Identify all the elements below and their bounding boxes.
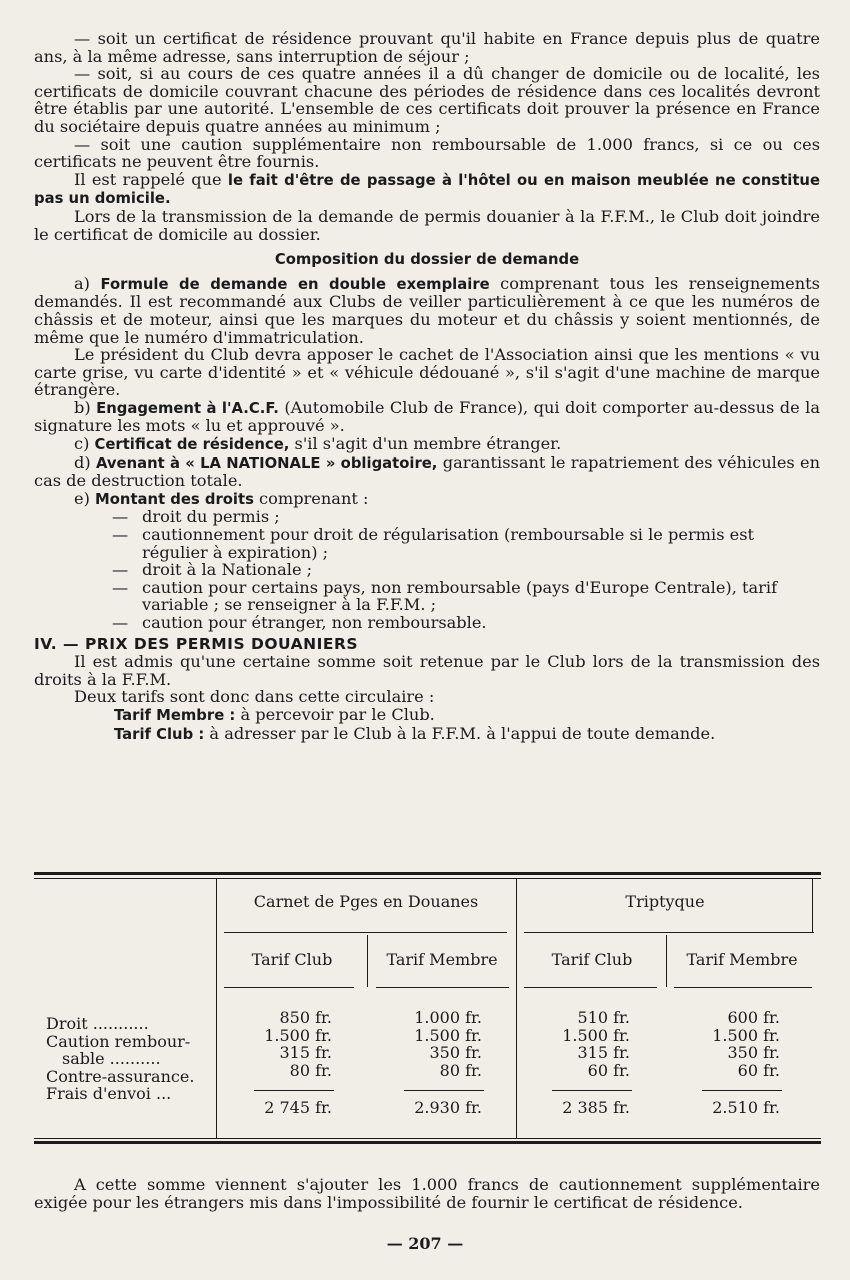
item-e (34, 490, 820, 509)
paragraph: Le président du Club devra apposer le cachet de l'Association ainsi que les mentions « vu carte grise, vu carte d'identité » et « véhicule dédouané », s'il s'agit d'une machine de marque étrangère. (34, 345, 820, 400)
header-rule (524, 932, 814, 933)
sum-rule (702, 1090, 782, 1091)
values-column (384, 1009, 482, 1079)
paragraph: — soit, si au cours de ces quatre années il a dû changer de domicile ou de localité, les certificats de domicile couvrant chacune des périodes de résidence dans ces localités devront être établis par une autorité. L'ensemble de ces certificats doit prouver la présence en France du sociétaire depuis quatre années au minimum ; (34, 64, 820, 136)
item-letter: c) (74, 434, 95, 454)
body-text (34, 30, 820, 743)
column-total: 2.930 fr. (414, 1098, 482, 1117)
cell-value: 1.000 fr. (414, 1008, 482, 1027)
list-item (34, 508, 820, 526)
list-item (34, 614, 820, 632)
table-rule (34, 1141, 821, 1144)
column-divider (812, 878, 813, 932)
paragraph: — soit une caution supplémentaire non remboursable de 1.000 francs, si ce ou ces certificats ne peuvent être fournis. (34, 134, 820, 172)
text: Il est rappelé que (74, 169, 228, 189)
cell-value: 80 fr. (439, 1060, 482, 1080)
item-a (34, 275, 820, 346)
sum-rule (552, 1090, 632, 1091)
cell-value: 315 fr. (279, 1043, 332, 1062)
values-column (532, 1009, 630, 1079)
list-item (34, 561, 820, 579)
price-table (34, 872, 821, 1147)
header-rule (376, 987, 509, 988)
list-item (34, 579, 820, 614)
table-rule (34, 878, 821, 879)
cell-value: 510 fr. (577, 1008, 630, 1027)
row-label: Frais d'envoi ... (46, 1084, 172, 1103)
tarif-membre-line (34, 706, 820, 725)
group-header-triptyque: Triptyque (625, 892, 705, 911)
dash: — (112, 560, 129, 580)
cell-value: 350 fr. (727, 1043, 780, 1062)
row-labels (46, 1015, 218, 1103)
row-label: Caution rembour- (46, 1031, 191, 1051)
column-divider (666, 935, 667, 987)
row-label: sable .......... (62, 1049, 161, 1068)
paragraph: Deux tarifs sont donc dans cette circulaire : (74, 687, 435, 707)
cell-value: 850 fr. (279, 1008, 332, 1027)
closing-paragraph: A cette somme viennent s'ajouter les 1.000 francs de cautionnement supplémentaire exigée pour les étrangers mis dans l'impossibilité de fournir le certificat de résidence. (34, 1175, 820, 1212)
bold-text: Formule de demande en double exemplaire (100, 275, 490, 293)
table-rule (34, 872, 821, 875)
paragraph (34, 171, 820, 208)
bold-text: Certificat de résidence, (94, 436, 290, 454)
item-b (34, 399, 820, 435)
cell-value: 1.500 fr. (562, 1025, 630, 1045)
column-total: 2.510 fr. (712, 1098, 780, 1117)
paragraph: Il est admis qu'une certaine somme soit retenue par le Club lors de la transmission des droits à la F.F.M. (34, 652, 820, 689)
column-header: Tarif Club (251, 950, 333, 969)
text: comprenant tous les renseignements demandés. Il est recommandé aux Clubs de veiller particulièrement à ce que les numéros de châssis et de moteur, ainsi que les marques du moteur et du châssis y soient mentionnés, de même que le numéro d'immatriculation. (34, 273, 820, 347)
text: à adresser par le Club à la F.F.M. à l'appui de toute demande. (204, 723, 716, 743)
cell-value: 1.500 fr. (712, 1025, 780, 1045)
list-item-text: caution pour étranger, non remboursable. (142, 613, 487, 632)
header-rule (224, 987, 354, 988)
column-total: 2 385 fr. (562, 1098, 630, 1117)
bold-text: le fait d'être de passage à l'hôtel ou en maison meublée ne constitue pas un domicile. (34, 171, 820, 208)
text: comprenant : (253, 488, 369, 508)
item-c (34, 435, 820, 454)
item-letter: d) (74, 452, 96, 472)
cell-value: 80 fr. (289, 1060, 332, 1080)
header-rule (674, 987, 812, 988)
tarif-club-line (34, 725, 820, 744)
list-item (34, 526, 820, 561)
cell-value: 350 fr. (429, 1043, 482, 1062)
dash: — (112, 525, 129, 545)
text: s'il s'agit d'un membre étranger. (289, 434, 562, 454)
paragraph: — soit un certificat de résidence prouvant qu'il habite en France depuis plus de quatre ans, à la même adresse, sans interruption de séjour ; (34, 29, 820, 66)
column-total: 2 745 fr. (264, 1098, 332, 1117)
group-header-carnet: Carnet de Pges en Douanes (253, 892, 479, 911)
header-rule (524, 987, 657, 988)
fee-list (34, 508, 820, 631)
cell-value: 600 fr. (727, 1008, 780, 1027)
column-header: Tarif Membre (386, 950, 498, 969)
dash: — (112, 507, 129, 527)
item-letter: e) (74, 488, 96, 508)
sum-rule (254, 1090, 334, 1091)
text: à percevoir par le Club. (235, 704, 435, 724)
values-column (234, 1009, 332, 1079)
section-title: IV. — PRIX DES PERMIS DOUANIERS (34, 634, 359, 653)
dash: — (112, 577, 129, 597)
cell-value: 315 fr. (577, 1043, 630, 1062)
cell-value: 1.500 fr. (264, 1025, 332, 1045)
item-letter: a) (74, 273, 101, 293)
sum-rule (404, 1090, 484, 1091)
item-letter: b) (74, 397, 97, 417)
column-divider (516, 878, 517, 1138)
paragraph: Lors de la transmission de la demande de permis douanier à la F.F.M., le Club doit joindre le certificat de domicile au dossier. (34, 206, 820, 244)
bold-text: Engagement à l'A.C.F. (96, 399, 279, 417)
text: garantissant le rapatriement des véhicules en cas de destruction totale. (34, 452, 820, 491)
bold-text: Avenant à « LA NATIONALE » obligatoire, (95, 454, 438, 472)
list-item-text: droit du permis ; (142, 507, 280, 527)
values-column (682, 1009, 780, 1079)
item-d (34, 454, 820, 490)
table-rule (34, 1138, 821, 1139)
page-number: — 207 — (386, 1234, 464, 1253)
cell-value: 60 fr. (587, 1060, 630, 1080)
list-item-text: caution pour certains pays, non remboursable (pays d'Europe Centrale), tarif variable ; se renseigner à la F.F.M. ; (142, 577, 778, 615)
column-header: Tarif Club (551, 950, 633, 969)
bold-text: Tarif Membre : (114, 706, 236, 724)
cell-value: 1.500 fr. (414, 1025, 482, 1045)
bold-text: Montant des droits (95, 490, 254, 508)
list-item-text: droit à la Nationale ; (142, 560, 313, 580)
row-label: Droit ........... (46, 1014, 149, 1033)
list-item-text: cautionnement pour droit de régularisation (remboursable si le permis est régulier à expiration) ; (142, 525, 755, 562)
header-rule (224, 932, 507, 933)
dash: — (112, 613, 129, 632)
bold-text: Tarif Club : (114, 725, 205, 743)
cell-value: 60 fr. (737, 1060, 780, 1080)
row-label: Contre-assurance. (46, 1066, 195, 1086)
column-header: Tarif Membre (686, 950, 798, 969)
text: (Automobile Club de France), qui doit comporter au-dessus de la signature les mots « lu et approuvé ». (34, 397, 820, 436)
section-heading: Composition du dossier de demande (274, 251, 580, 269)
